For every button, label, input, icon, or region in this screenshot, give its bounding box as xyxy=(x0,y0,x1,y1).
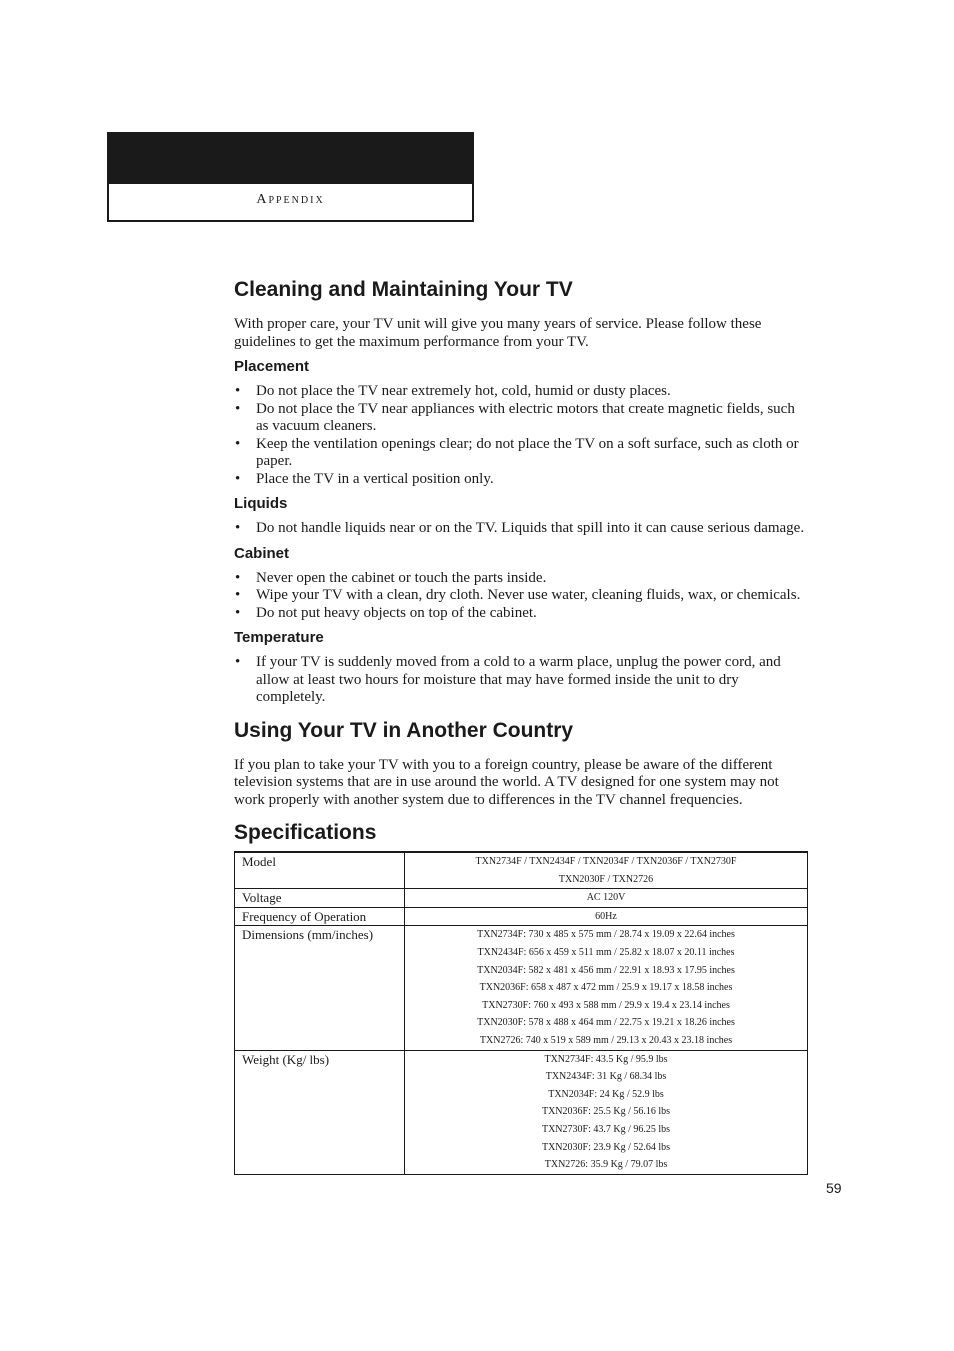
specifications-table xyxy=(234,851,808,1175)
cleaning-title: Cleaning and Maintaining Your TV xyxy=(234,278,573,301)
spec-value-line: TXN2036F: 25.5 Kg / 56.16 lbs xyxy=(541,1106,671,1118)
list-item: • Place the TV in a vertical position only. xyxy=(234,471,808,489)
spec-value-line: TXN2036F: 658 x 487 x 472 mm / 25.9 x 19.17 x 18.58 inches xyxy=(479,982,733,994)
spec-value-voltage xyxy=(405,889,808,908)
spec-value-line: 60Hz xyxy=(595,910,617,922)
placement-title: Placement xyxy=(234,358,310,375)
specs-title: Specifications xyxy=(234,821,377,844)
spec-value-line: AC 120V xyxy=(586,892,626,904)
spec-value-line: TXN2434F: 656 x 459 x 511 mm / 25.82 x 18.07 x 20.11 inches xyxy=(477,946,735,958)
list-item: • If your TV is suddenly moved from a cold to a warm place, unplug the power cord, and allow at least two hours for moisture that may have formed inside the unit to dry completely. xyxy=(234,654,808,707)
list-item: • Do not place the TV near extremely hot, cold, humid or dusty places. xyxy=(234,383,808,401)
header-black-bar xyxy=(109,134,472,184)
cleaning-intro: With proper care, your TV unit will give you many years of service. Please follow these guidelines to get the maximum performance from your TV. xyxy=(234,316,762,350)
spec-label-model: Model xyxy=(235,852,405,889)
placement-list xyxy=(234,383,808,488)
spec-value-line: TXN2734F / TXN2434F / TXN2034F / TXN2036F / TXN2730F xyxy=(475,856,737,867)
header-label: Appendix xyxy=(256,192,325,207)
spec-value-line: TXN2726: 740 x 519 x 589 mm / 29.13 x 20.43 x 23.18 inches xyxy=(479,1034,733,1046)
spec-label-dimensions: Dimensions (mm/inches) xyxy=(235,926,405,1050)
country-title: Using Your TV in Another Country xyxy=(234,718,574,742)
spec-value-line: TXN2734F: 730 x 485 x 575 mm / 28.74 x 19.09 x 22.64 inches xyxy=(477,929,735,941)
table-row xyxy=(235,852,808,889)
spec-value-frequency xyxy=(405,907,808,926)
cabinet-list xyxy=(234,570,808,623)
spec-label-weight: Weight (Kg/ lbs) xyxy=(235,1050,405,1174)
list-item: • Keep the ventilation openings clear; do not place the TV on a soft surface, such as cloth or paper. xyxy=(234,436,808,471)
spec-label-frequency: Frequency of Operation xyxy=(235,907,405,926)
liquids-title: Liquids xyxy=(234,495,288,512)
spec-value-dimensions xyxy=(405,926,808,1050)
temperature-list xyxy=(234,654,808,707)
spec-value-line: TXN2730F: 760 x 493 x 588 mm / 29.9 x 19.4 x 23.14 inches xyxy=(482,999,730,1011)
list-item: • Do not put heavy objects on top of the cabinet. xyxy=(234,605,808,623)
list-item: • Do not handle liquids near or on the TV. Liquids that spill into it can cause serious damage. xyxy=(234,520,808,538)
table-row xyxy=(235,889,808,908)
spec-value-line: TXN2030F / TXN2726 xyxy=(558,873,654,885)
spec-value-line: TXN2734F: 43.5 Kg / 95.9 lbs xyxy=(544,1053,668,1065)
table-row xyxy=(235,907,808,926)
spec-value-model xyxy=(405,852,808,889)
list-item: • Never open the cabinet or touch the parts inside. xyxy=(234,570,808,588)
temperature-title: Temperature xyxy=(234,629,324,646)
table-row xyxy=(235,926,808,1050)
spec-value-line: TXN2034F: 582 x 481 x 456 mm / 22.91 x 18.93 x 17.95 inches xyxy=(477,964,735,976)
spec-value-line: TXN2730F: 43.7 Kg / 96.25 lbs xyxy=(541,1123,671,1135)
page-number: 59 xyxy=(826,1180,842,1196)
spec-value-weight xyxy=(405,1050,808,1174)
spec-value-line: TXN2726: 35.9 Kg / 79.07 lbs xyxy=(544,1159,668,1171)
list-item: • Do not place the TV near appliances with electric motors that create magnetic fields, such as vacuum cleaners. xyxy=(234,401,808,436)
list-item: • Wipe your TV with a clean, dry cloth. Never use water, cleaning fluids, wax, or chemicals. xyxy=(234,587,808,605)
spec-value-line: TXN2030F: 23.9 Kg / 52.64 lbs xyxy=(541,1141,671,1153)
appendix-header-box xyxy=(107,132,474,222)
spec-value-line: TXN2034F: 24 Kg / 52.9 lbs xyxy=(548,1088,664,1100)
spec-value-line: TXN2434F: 31 Kg / 68.34 lbs xyxy=(545,1071,667,1083)
liquids-list xyxy=(234,520,808,538)
spec-label-voltage: Voltage xyxy=(235,889,405,908)
country-body: If you plan to take your TV with you to a foreign country, please be aware of the different television systems that are in use around the world. A TV designed for one system may not work properly with another system due to differences in the TV channel frequencies. xyxy=(234,756,779,808)
table-row xyxy=(235,1050,808,1174)
cabinet-title: Cabinet xyxy=(234,544,290,562)
spec-value-line: TXN2030F: 578 x 488 x 464 mm / 22.75 x 19.21 x 18.26 inches xyxy=(477,1017,735,1029)
main-content xyxy=(234,276,808,1175)
